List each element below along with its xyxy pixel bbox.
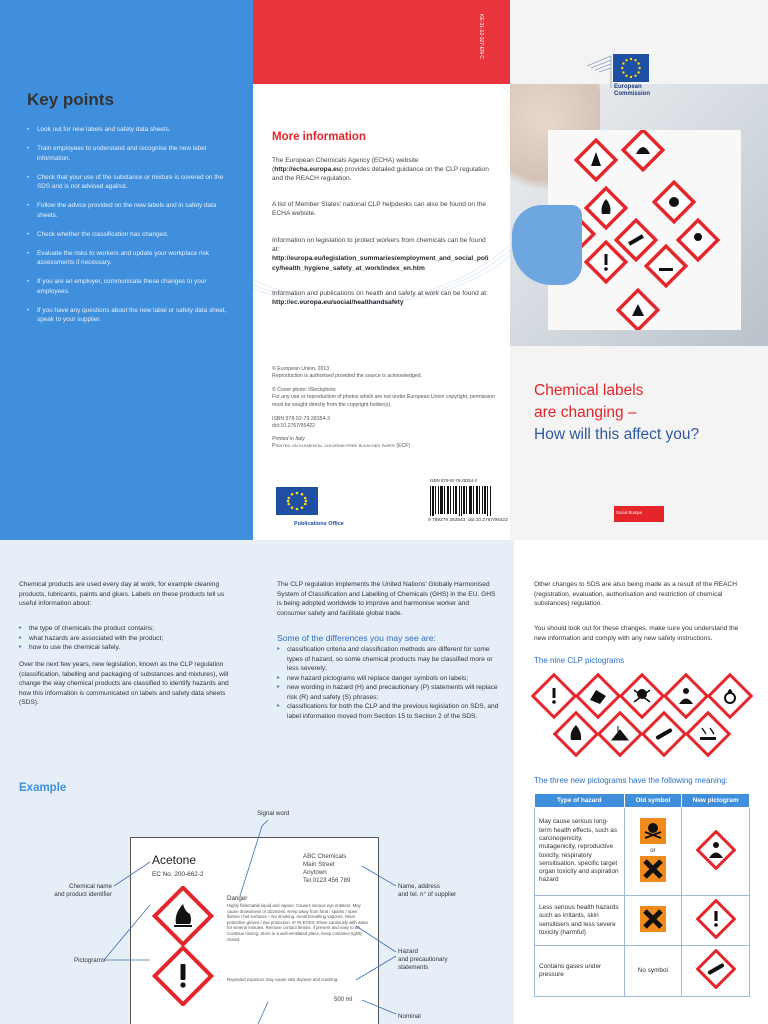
health-hazard-icon: [694, 233, 702, 241]
new-pictogram-cell: [682, 808, 750, 896]
osh-link[interactable]: http://ec.europa.eu/social/healthandsafety: [272, 299, 404, 307]
old-symbol-cell: [624, 896, 682, 946]
supplier-line: ABC Chemicals: [303, 853, 347, 860]
old-harmful-symbol-icon: [640, 856, 666, 882]
annotation-nominal: Nominal: [398, 1013, 421, 1020]
key-points-list: [27, 125, 237, 334]
social-europe-label: Social Europe: [616, 510, 643, 515]
ec-label-line1: European: [614, 84, 642, 90]
label-hazard-statements: Highly flammable liquid and vapour. Causes serious eye irritation. May cause drowsiness or dizziness. Keep away from heat / sparks / open flames / hot surfaces – No smoking. Avoid breathing vapours. Wear protective gloves / eye protection. IF IN EYES: Rinse cautiously with water for several minutes. Remove contact lenses, if present and easy to do. Continue rinsing. Store in a well-ventilated place. Keep container tightly closed.: [227, 903, 369, 942]
copyright-block: [272, 366, 497, 381]
cover-title-line1: Chemical labels: [534, 382, 644, 399]
difference-item: ▸ classification criteria and classification methods are different for some types of hazard, so some chemical products may be classified more or less severely;: [277, 645, 499, 674]
key-point-item: • Follow the advice provided on the new labels and in safety data sheets.: [27, 201, 237, 220]
example-title: Example: [19, 782, 67, 794]
annotation-chemical-name: [40, 883, 112, 899]
old-symbol-cell: [624, 808, 682, 896]
label-supplier: [303, 853, 350, 885]
annotation-line: and tel. n° of supplier: [398, 891, 457, 898]
key-point-item: • Evaluate the risks to workers and update your workplace risk assessments if necessary.: [27, 249, 237, 268]
intro-list-item: ▸ what hazards are associated with the product;: [19, 634, 241, 644]
old-toxic-symbol-icon: [640, 818, 666, 844]
intro-paragraph: Chemical products are used every day at work, for example cleaning products, lubricants, paints and glues. Labels on these products tell us useful information about:: [19, 581, 225, 607]
printing-block: [272, 436, 497, 451]
table-row: [535, 808, 750, 896]
exclamation-icon: [605, 254, 608, 265]
eu-stars-icon: [276, 487, 318, 515]
hazard-cell: May cause serious long-term health effects, such as carcinogenicity, mutagenicity, reproductive toxicity, respiratory sensitisation, specific target organ toxicity and aspiration hazard: [535, 808, 625, 896]
catalogue-code: KE-31-12-327-EN-C: [478, 14, 484, 60]
publications-office-label: Publications Office: [294, 521, 344, 527]
intro-list-item: ▸ how to use the chemical safely.: [19, 643, 241, 653]
old-harmful-symbol-icon: [640, 906, 666, 932]
legislation-paragraph: [272, 236, 490, 273]
table-header: New pictogram: [682, 794, 750, 808]
cover-title-line3: How will this affect you?: [534, 426, 700, 443]
clp-intro-paragraph: Over the next few years, new legislation, known as the CLP regulation (classification, labelling and packaging of substances and mixtures), will change the way chemical products are classified to identify hazards and how this information is communicated on labels and safety data sheets (SDS).: [19, 661, 229, 706]
legislation-text: Information on legislation to protect workers from chemicals can be found at:: [272, 237, 486, 254]
or-label: or: [650, 848, 656, 854]
echa-text-b: ) provides detailed guidance on the CLP regulation and the REACH regulation.: [272, 166, 489, 183]
echa-link[interactable]: http://echa.europa.eu: [274, 166, 341, 174]
supplier-line: Main Street: [303, 861, 335, 868]
annotation-hazard: [398, 948, 448, 972]
cover-photo-note: For any use or reproduction of photos which are not under European Union copyright, permission must be sought directly from the copyright holder(s).: [272, 394, 495, 408]
old-symbol-cell: No symbol: [624, 946, 682, 996]
annotation-supplier: [398, 883, 456, 899]
key-point-item: • Train employees to understand and recognise the new label information.: [27, 144, 237, 163]
legislation-link[interactable]: http://europa.eu/legislation_summaries/employment_and_social_policy/health_hygiene_safety_at_work/index_en.htm: [272, 255, 489, 272]
supplier-line: Tel.0123 456 789: [303, 877, 351, 884]
echa-paragraph: [272, 156, 490, 184]
three-pictograms-title: The three new pictograms have the following meaning:: [534, 776, 728, 785]
label-product-name: Acetone: [152, 853, 197, 867]
annotation-pictograms: Pictograms: [74, 957, 105, 964]
key-point-item: • Check that your use of the substance or mixture is covered on the SDS and is not advised against.: [27, 173, 237, 192]
annotation-line: and precautionary: [398, 956, 448, 963]
supplier-line: Anytown: [303, 869, 327, 876]
ec-label-line2: Commission: [614, 91, 651, 97]
oxidiser-icon: [669, 197, 679, 207]
key-point-item: • Look out for new labels and safety data sheets.: [27, 125, 237, 135]
annotation-line: Hazard: [398, 948, 418, 955]
printed-line: Printed in Italy: [272, 436, 305, 442]
cover-photo-credit: © Cover photo: iStockphoto: [272, 387, 336, 393]
annotation-line: and product identifier: [54, 891, 112, 898]
clp-paragraph: The CLP regulation implements the United Nations' Globally Harmonised System of Classification and Labelling of Chemicals (GHS) in the EU. GHS is being adopted worldwide to improve and harmonise worker and consumer safety and facilitate global trade.: [277, 581, 496, 617]
barcode-doi: doi:10.2767/95422: [468, 518, 508, 523]
intro-list: [19, 624, 241, 653]
corrosion-icon: [659, 268, 673, 271]
comply-paragraph: You should look out for these changes, make sure you understand the new information and comply with any new safety instructions.: [534, 625, 739, 642]
key-point-item: • Check whether the classification has changed.: [27, 230, 237, 240]
annotation-signal-word: Signal word: [257, 810, 290, 817]
key-point-item: • If you are an employer, communicate these changes to your employees.: [27, 277, 237, 296]
copyright-line: © European Union, 2013: [272, 366, 330, 372]
eu-flag-logo: [276, 487, 318, 515]
table-header: Old symbol: [624, 794, 682, 808]
key-point-item: • If you have any questions about the new label or safety data sheet, speak to your supplier.: [27, 306, 237, 325]
doi-line: doi:10.2767/95422: [272, 423, 315, 430]
table-header: Type of hazard: [535, 794, 625, 808]
more-info-title: More information: [272, 131, 366, 143]
nine-pictograms: [530, 672, 755, 762]
gas-cylinder-icon: [696, 949, 736, 989]
hazard-cell: Less serious health hazards such as irritants, skin sensitisers and less severe toxicity (harmful): [535, 896, 625, 946]
isbn-line: ISBN 978-92-79-28354-3: [272, 416, 330, 422]
european-commission-label: [614, 84, 650, 98]
new-pictogram-cell: [682, 896, 750, 946]
gloved-hand: [512, 205, 582, 285]
key-points-title: Key points: [27, 90, 114, 109]
label-signal-word: Danger: [227, 895, 248, 902]
info-panel: [253, 84, 510, 540]
difference-item: ▸ new hazard pictograms will replace danger symbols on labels;: [277, 674, 499, 684]
example-label: [130, 837, 379, 1024]
cover-title-line2: are changing –: [534, 404, 637, 421]
isbn-block: [272, 416, 497, 431]
new-pictogram-cell: [682, 946, 750, 996]
health-hazard-icon: [696, 830, 736, 870]
label-repeated-exposure: Repeated exposure may cause skin dryness and cracking.: [227, 977, 339, 982]
annotation-line: Name, address: [398, 883, 440, 890]
hazard-cell: Contains gases under pressure: [535, 946, 625, 996]
table-row: [535, 946, 750, 996]
differences-list: [277, 645, 499, 721]
reach-paragraph: Other changes to SDS are also being made as a result of the REACH (registration, evaluation, authorisation and restriction of chemical substances) regulation.: [534, 581, 738, 607]
annotation-line: statements: [398, 964, 429, 971]
cover-title: [534, 380, 759, 446]
difference-item: ▸ new wording in hazard (H) and precautionary (P) statements will replace risk (R) and safety (S) phrases;: [277, 683, 499, 702]
hazard-table: [534, 793, 750, 997]
annotation-line: Chemical name: [69, 883, 112, 890]
paper-line: Printed on elemental chlorine-free bleached paper (ECF): [272, 443, 411, 450]
barcode-number: 9 789279 283543: [428, 518, 466, 523]
reproduction-line: Reproduction is authorised provided the source is acknowledged.: [272, 373, 422, 380]
label-pictograms: [151, 886, 215, 1006]
echa-text-a: The European Chemicals Agency (ECHA) website (: [272, 157, 419, 174]
difference-item: ▸ classifications for both the CLP and the previous legislation on SDS, and label information moved from Section 15 to Section 2 of the SDS.: [277, 702, 499, 721]
exclamation-icon: [696, 899, 736, 939]
osh-text: Information and publications on health and safety at work can be found at:: [272, 290, 488, 297]
intro-list-item: ▸ the type of chemicals the product contains;: [19, 624, 241, 634]
osh-paragraph: [272, 289, 490, 307]
differences-title: Some of the differences you may see are:: [277, 633, 436, 643]
table-row: [535, 896, 750, 946]
label-ec-number: EC No. 200-662-2: [152, 871, 204, 878]
helpdesk-paragraph: A list of Member States' national CLP helpdesks can also be found on the ECHA website.: [272, 201, 487, 218]
photo-credit-block: [272, 387, 497, 409]
exclamation-icon: [180, 964, 185, 988]
label-volume: 500 ml: [334, 997, 353, 1003]
red-header-bar: [253, 0, 510, 84]
barcode-icon: [428, 486, 494, 516]
berlaymont-icon: [587, 56, 611, 88]
nine-pictograms-title: The nine CLP pictograms: [534, 656, 625, 665]
barcode-isbn: ISBN 978-92-79-28354-3: [430, 478, 477, 483]
